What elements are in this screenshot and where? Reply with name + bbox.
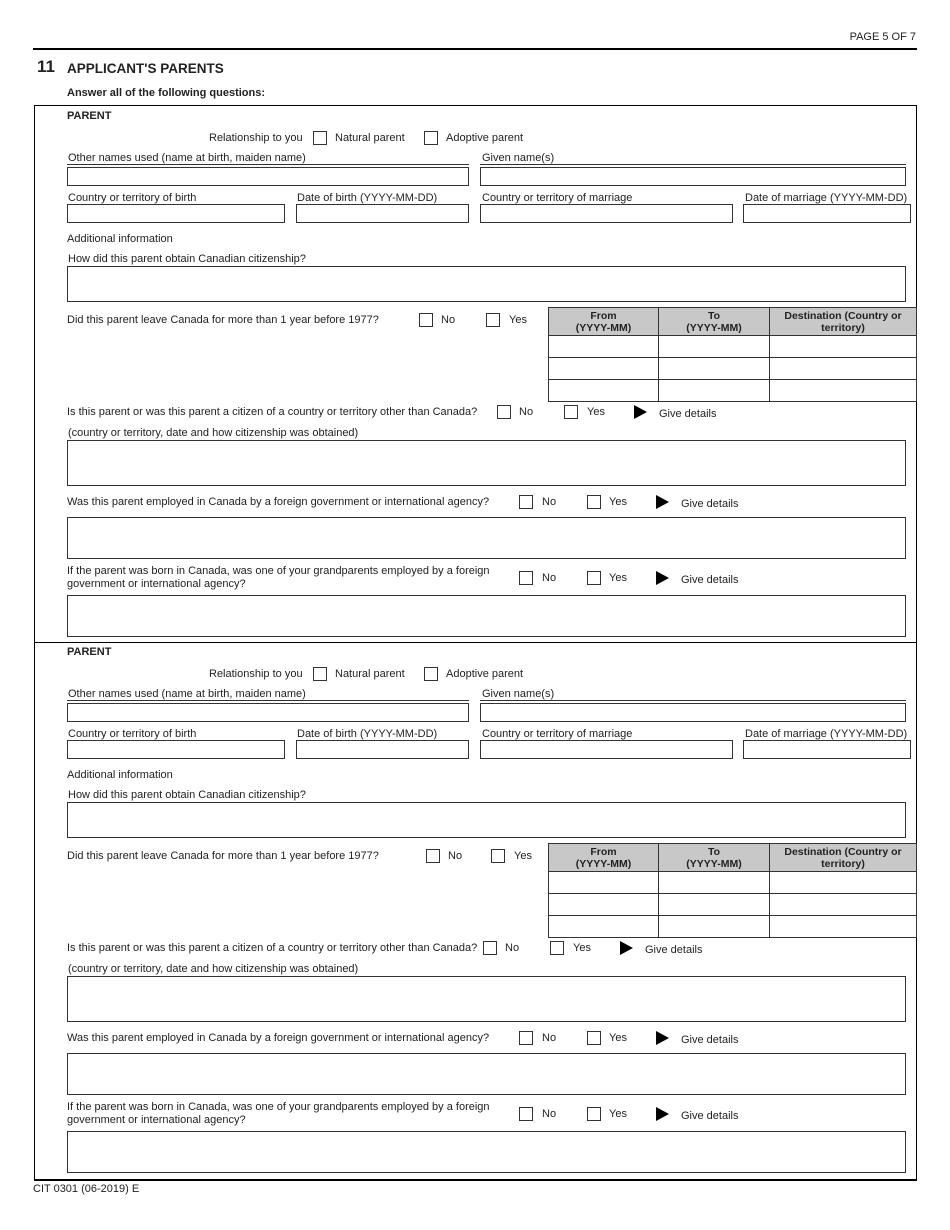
trip-destination-cell[interactable] xyxy=(770,336,917,358)
trip-from-cell[interactable] xyxy=(549,916,659,938)
trip-from-cell[interactable] xyxy=(549,894,659,916)
other-citizenship-yes-checkbox[interactable] xyxy=(550,941,564,955)
table-row xyxy=(549,380,917,402)
other-citizenship-subtext: (country or territory, date and how citizenship was obtained) xyxy=(68,427,359,439)
other-citizenship-give-details: Give details xyxy=(645,944,703,956)
employed-no-label: No xyxy=(542,496,557,508)
dob-input[interactable] xyxy=(296,740,469,759)
grandparents-yes-label: Yes xyxy=(609,1108,627,1120)
leave-canada-no-label: No xyxy=(448,850,463,862)
form-code: CIT 0301 (06-2019) E xyxy=(33,1183,140,1195)
citizenship-question: How did this parent obtain Canadian citizenship? xyxy=(68,789,306,801)
other-citizenship-answer-box[interactable] xyxy=(67,440,906,486)
employed-yes-label: Yes xyxy=(609,1032,627,1044)
dom-label: Date of marriage (YYYY-MM-DD) xyxy=(745,728,908,740)
trips-header-to: To (YYYY-MM) xyxy=(659,308,770,336)
employed-question: Was this parent employed in Canada by a foreign government or international agency? xyxy=(67,1032,490,1044)
other-names-label: Other names used (name at birth, maiden name) xyxy=(68,152,306,164)
given-names-rule xyxy=(480,164,906,165)
country-birth-label: Country or territory of birth xyxy=(68,192,197,204)
grandparents-question-line2: government or international agency? xyxy=(67,1114,246,1126)
table-row xyxy=(549,916,917,938)
employed-answer-box[interactable] xyxy=(67,1053,906,1095)
adoptive-parent-label: Adoptive parent xyxy=(446,132,524,144)
employed-yes-checkbox[interactable] xyxy=(587,495,601,509)
grandparents-no-checkbox[interactable] xyxy=(519,1107,533,1121)
other-citizenship-answer-box[interactable] xyxy=(67,976,906,1022)
other-names-rule xyxy=(67,164,469,165)
grandparents-no-label: No xyxy=(542,572,557,584)
employed-give-details: Give details xyxy=(681,498,739,510)
leave-canada-yes-checkbox[interactable] xyxy=(486,313,500,327)
country-birth-input[interactable] xyxy=(67,204,285,223)
arrow-right-icon xyxy=(656,1107,669,1121)
grandparents-yes-checkbox[interactable] xyxy=(587,1107,601,1121)
relationship-label: Relationship to you xyxy=(209,132,303,144)
arrow-right-icon xyxy=(620,941,633,955)
country-marriage-input[interactable] xyxy=(480,204,733,223)
dom-input[interactable] xyxy=(743,204,911,223)
other-citizenship-question: Is this parent or was this parent a citizen of a country or territory other than Canada? xyxy=(67,942,478,954)
trip-to-cell[interactable] xyxy=(659,872,770,894)
country-birth-input[interactable] xyxy=(67,740,285,759)
dob-label: Date of birth (YYYY-MM-DD) xyxy=(297,192,438,204)
other-citizenship-no-label: No xyxy=(505,942,520,954)
adoptive-parent-checkbox[interactable] xyxy=(424,667,438,681)
dom-label: Date of marriage (YYYY-MM-DD) xyxy=(745,192,908,204)
trip-destination-cell[interactable] xyxy=(770,894,917,916)
other-names-label: Other names used (name at birth, maiden name) xyxy=(68,688,306,700)
trips-header-destination: Destination (Country or territory) xyxy=(770,308,917,336)
table-row xyxy=(549,872,917,894)
leave-canada-no-label: No xyxy=(441,314,456,326)
trips-table xyxy=(548,307,917,402)
citizenship-answer-box[interactable] xyxy=(67,266,906,302)
citizenship-answer-box[interactable] xyxy=(67,802,906,838)
grandparents-give-details: Give details xyxy=(681,1110,739,1122)
additional-info-label: Additional information xyxy=(67,233,173,245)
leave-canada-yes-label: Yes xyxy=(514,850,532,862)
section-title: APPLICANT'S PARENTS xyxy=(67,61,224,76)
country-marriage-label: Country or territory of marriage xyxy=(482,728,633,740)
grandparents-give-details: Give details xyxy=(681,574,739,586)
page-number: PAGE 5 OF 7 xyxy=(849,31,916,43)
other-citizenship-give-details: Give details xyxy=(659,408,717,420)
parent-block-2 xyxy=(0,536,950,1126)
given-names-input[interactable] xyxy=(480,167,906,186)
leave-canada-yes-label: Yes xyxy=(509,314,527,326)
parent-heading: PARENT xyxy=(67,110,112,122)
trips-header-destination: Destination (Country or territory) xyxy=(770,844,917,872)
trip-to-cell[interactable] xyxy=(659,380,770,402)
trip-to-cell[interactable] xyxy=(659,358,770,380)
table-row xyxy=(549,336,917,358)
adoptive-parent-checkbox[interactable] xyxy=(424,131,438,145)
other-citizenship-question: Is this parent or was this parent a citizen of a country or territory other than Canada? xyxy=(67,406,478,418)
grandparents-question-line1: If the parent was born in Canada, was one of your grandparents employed by a foreign xyxy=(67,565,490,577)
trip-from-cell[interactable] xyxy=(549,380,659,402)
other-names-input[interactable] xyxy=(67,167,469,186)
given-names-label: Given name(s) xyxy=(482,688,555,700)
leave-canada-no-checkbox[interactable] xyxy=(426,849,440,863)
trips-table xyxy=(548,843,917,938)
given-names-rule xyxy=(480,700,906,701)
dob-input[interactable] xyxy=(296,204,469,223)
grandparents-question-line1: If the parent was born in Canada, was one of your grandparents employed by a foreign xyxy=(67,1101,490,1113)
table-row xyxy=(549,358,917,380)
other-citizenship-no-checkbox[interactable] xyxy=(483,941,497,955)
other-citizenship-yes-label: Yes xyxy=(587,406,605,418)
trip-from-cell[interactable] xyxy=(549,872,659,894)
trip-destination-cell[interactable] xyxy=(770,916,917,938)
leave-canada-question: Did this parent leave Canada for more than 1 year before 1977? xyxy=(67,314,379,326)
trip-destination-cell[interactable] xyxy=(770,380,917,402)
employed-yes-label: Yes xyxy=(609,496,627,508)
grandparents-answer-box[interactable] xyxy=(67,1131,906,1173)
employed-question: Was this parent employed in Canada by a foreign government or international agency? xyxy=(67,496,490,508)
parent-heading: PARENT xyxy=(67,646,112,658)
other-names-rule xyxy=(67,700,469,701)
employed-yes-checkbox[interactable] xyxy=(587,1031,601,1045)
citizenship-question: How did this parent obtain Canadian citizenship? xyxy=(68,253,306,265)
other-citizenship-subtext: (country or territory, date and how citizenship was obtained) xyxy=(68,963,359,975)
given-names-label: Given name(s) xyxy=(482,152,555,164)
other-citizenship-no-checkbox[interactable] xyxy=(497,405,511,419)
trip-destination-cell[interactable] xyxy=(770,358,917,380)
natural-parent-checkbox[interactable] xyxy=(313,131,327,145)
dom-input[interactable] xyxy=(743,740,911,759)
grandparents-no-label: No xyxy=(542,1108,557,1120)
leave-canada-no-checkbox[interactable] xyxy=(419,313,433,327)
employed-give-details: Give details xyxy=(681,1034,739,1046)
natural-parent-checkbox[interactable] xyxy=(313,667,327,681)
trip-to-cell[interactable] xyxy=(659,916,770,938)
table-row xyxy=(549,894,917,916)
other-citizenship-yes-label: Yes xyxy=(573,942,591,954)
natural-parent-label: Natural parent xyxy=(335,668,405,680)
section-number: 11 xyxy=(37,57,55,76)
trip-from-cell[interactable] xyxy=(549,336,659,358)
employed-no-checkbox[interactable] xyxy=(519,495,533,509)
dob-label: Date of birth (YYYY-MM-DD) xyxy=(297,728,438,740)
arrow-right-icon xyxy=(656,495,669,509)
other-citizenship-yes-checkbox[interactable] xyxy=(564,405,578,419)
trip-to-cell[interactable] xyxy=(659,894,770,916)
country-marriage-label: Country or territory of marriage xyxy=(482,192,633,204)
other-citizenship-no-label: No xyxy=(519,406,534,418)
parent-block-1 xyxy=(0,0,950,590)
trip-from-cell[interactable] xyxy=(549,358,659,380)
employed-no-checkbox[interactable] xyxy=(519,1031,533,1045)
country-birth-label: Country or territory of birth xyxy=(68,728,197,740)
trip-to-cell[interactable] xyxy=(659,336,770,358)
additional-info-label: Additional information xyxy=(67,769,173,781)
trips-header-to: To (YYYY-MM) xyxy=(659,844,770,872)
natural-parent-label: Natural parent xyxy=(335,132,405,144)
country-marriage-input[interactable] xyxy=(480,740,733,759)
arrow-right-icon xyxy=(634,405,647,419)
section-instruction: Answer all of the following questions: xyxy=(67,87,266,99)
other-names-input[interactable] xyxy=(67,703,469,722)
given-names-input[interactable] xyxy=(480,703,906,722)
grandparents-question-line2: government or international agency? xyxy=(67,578,246,590)
leave-canada-yes-checkbox[interactable] xyxy=(491,849,505,863)
employed-no-label: No xyxy=(542,1032,557,1044)
trip-destination-cell[interactable] xyxy=(770,872,917,894)
trips-header-from: From (YYYY-MM) xyxy=(549,308,659,336)
relationship-label: Relationship to you xyxy=(209,668,303,680)
arrow-right-icon xyxy=(656,1031,669,1045)
leave-canada-question: Did this parent leave Canada for more than 1 year before 1977? xyxy=(67,850,379,862)
trips-header-from: From (YYYY-MM) xyxy=(549,844,659,872)
grandparents-yes-label: Yes xyxy=(609,572,627,584)
adoptive-parent-label: Adoptive parent xyxy=(446,668,524,680)
